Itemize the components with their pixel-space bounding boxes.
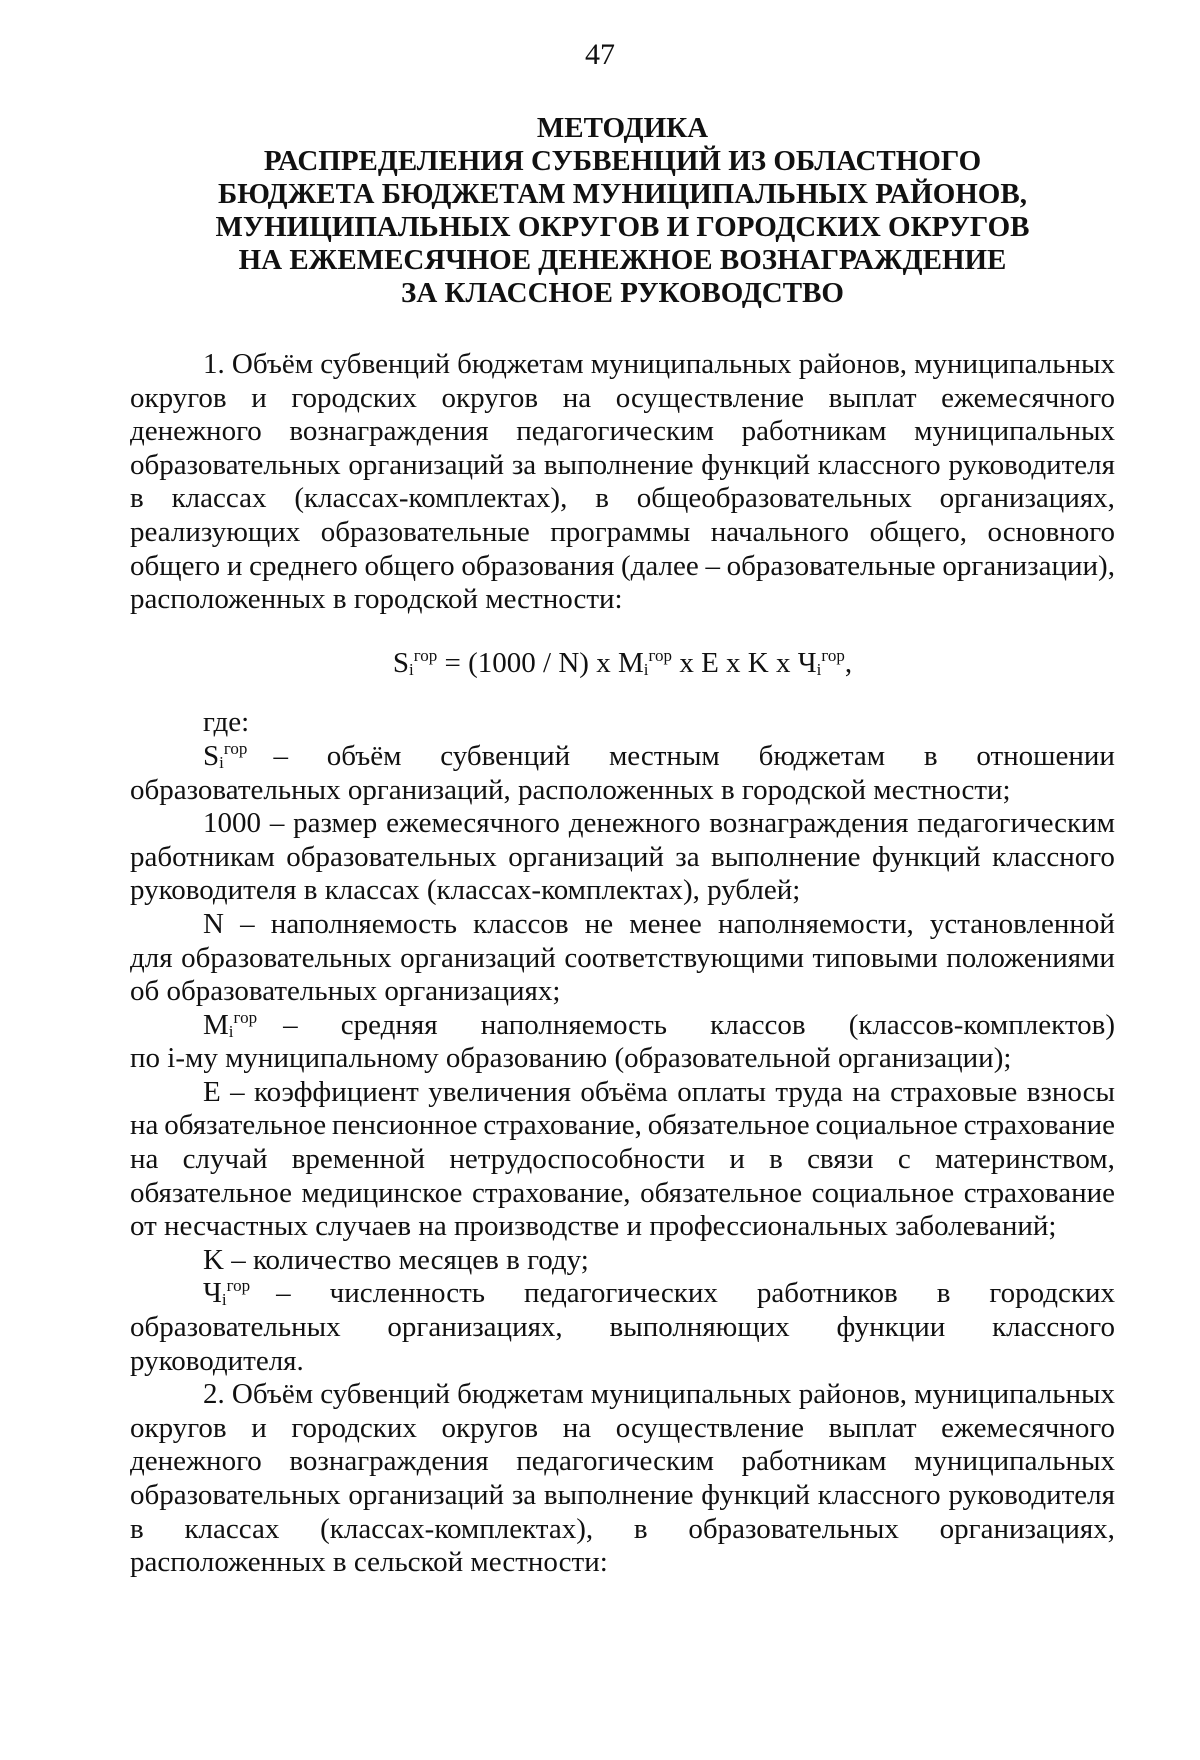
formula-tail: ,	[844, 646, 853, 679]
formula-superscript: гор	[648, 645, 673, 665]
where-label: где:	[203, 706, 250, 739]
title-line: МЕТОДИКА	[536, 112, 709, 144]
definition-text: – средняя наполняемость классов (классов-комплектов)	[283, 1008, 1115, 1041]
text-line: обязательное медицинское страхование, обязательное социальное страхование	[130, 1176, 1115, 1209]
text-line: для образовательных организаций соответствующими типовыми положениями	[130, 941, 1115, 974]
text-line: руководителя.	[130, 1344, 304, 1377]
formula-subscript: i	[643, 659, 649, 679]
definition-s	[130, 740, 1115, 807]
title-line: МУНИЦИПАЛЬНЫХ ОКРУГОВ И ГОРОДСКИХ ОКРУГОВ	[215, 211, 1030, 243]
definition-text: – численность педагогических работников в городских	[276, 1277, 1115, 1310]
definition-ch	[130, 1277, 1115, 1378]
text-line	[130, 1277, 1115, 1311]
text-line: денежного вознаграждения педагогическим работникам муниципальных	[130, 1445, 1115, 1478]
text-line: на обязательное пенсионное страхование, обязательное социальное страхование	[130, 1109, 1115, 1142]
text-line: округов и городских округов на осуществление выплат ежемесячного	[130, 1411, 1115, 1444]
title-line: БЮДЖЕТА БЮДЖЕТАМ МУНИЦИПАЛЬНЫХ РАЙОНОВ,	[218, 178, 1027, 210]
formula-superscript: гор	[821, 645, 845, 665]
text-line: образовательных организаций за выполнение функций классного руководителя	[130, 448, 1115, 481]
text-line: образовательных организаций за выполнение функций классного руководителя	[130, 1479, 1115, 1511]
text-line: денежного вознаграждения педагогическим работникам муниципальных	[130, 415, 1115, 448]
text-line	[130, 740, 1115, 774]
paragraph-2	[130, 1378, 1115, 1580]
text-line: 1000 – размер ежемесячного денежного вознаграждения педагогическим	[203, 807, 1115, 840]
text-line: реализующих образовательные программы начального общего, основного	[130, 515, 1115, 548]
formula-subscript: i	[409, 659, 414, 679]
definition-e	[130, 1076, 1115, 1244]
text-line: по i-му муниципальному образованию (образовательной организации);	[130, 1042, 1012, 1075]
text-line: от несчастных случаев на производстве и профессиональных заболеваний;	[130, 1210, 1057, 1243]
title-line: НА ЕЖЕМЕСЯЧНОЕ ДЕНЕЖНОЕ ВОЗНАГРАЖДЕНИЕ	[238, 244, 1007, 276]
text-line: E – коэффициент увеличения объёма оплаты труда на страховые взносы	[203, 1075, 1115, 1108]
page-number: 47	[585, 38, 615, 71]
text-line: образовательных организациях, выполняющих функции классного	[130, 1311, 1115, 1344]
formula-part: = (1000 / N) x M	[437, 646, 644, 679]
paragraph-1	[130, 348, 1115, 617]
document-title	[130, 112, 1115, 310]
text-line: общего и среднего общего образования (далее – образовательные организации),	[130, 549, 1115, 582]
text-line: 1. Объём субвенций бюджетам муниципальных районов, муниципальных	[203, 348, 1115, 380]
formula-subscript: i	[816, 659, 822, 679]
document-body	[130, 348, 1115, 1580]
formula	[130, 647, 1115, 681]
symbol: $Ч_i^{гор}$	[203, 1276, 251, 1310]
symbol: $M_i^{гор}$	[203, 1007, 258, 1041]
definition-n	[130, 908, 1115, 1009]
text-line: образовательных организаций, расположенных в городской местности;	[130, 773, 1011, 806]
text-line: в классах (классах-комплектах), в образовательных организациях,	[130, 1512, 1115, 1545]
text-line: расположенных в сельской местности:	[130, 1546, 608, 1579]
formula-symbol-s: S	[392, 646, 409, 679]
definition-m	[130, 1009, 1115, 1076]
text-line: работникам образовательных организаций за выполнение функций классного	[130, 840, 1115, 873]
text-line: 2. Объём субвенций бюджетам муниципальных районов, муниципальных	[203, 1378, 1115, 1411]
text-line: руководителя в классах (классах-комплектах), рублей;	[130, 874, 801, 907]
text-line: округов и городских округов на осуществление выплат ежемесячного	[130, 381, 1115, 414]
definition-1000	[130, 807, 1115, 908]
text-line	[130, 1009, 1115, 1043]
symbol: $S_i^{гор}$	[203, 738, 248, 772]
definition-k: K – количество месяцев в году;	[203, 1243, 589, 1276]
text-line: на случай временной нетрудоспособности и в связи с материнством,	[130, 1143, 1115, 1176]
title-line: РАСПРЕДЕЛЕНИЯ СУБВЕНЦИЙ ИЗ ОБЛАСТНОГО	[263, 145, 982, 177]
definition-text: – объём субвенций местным бюджетам в отношении	[273, 739, 1115, 772]
text-line: N – наполняемость классов не менее наполняемости, установленной	[203, 907, 1115, 940]
text-line: в классах (классах-комплектах), в общеобразовательных организациях,	[130, 482, 1115, 515]
title-line: ЗА КЛАССНОЕ РУКОВОДСТВО	[401, 277, 844, 309]
formula-superscript: гор	[413, 645, 438, 665]
text-line: расположенных в городской местности:	[130, 583, 623, 616]
formula-part: x E x K x Ч	[672, 646, 817, 679]
text-line: об образовательных организациях;	[130, 975, 561, 1008]
